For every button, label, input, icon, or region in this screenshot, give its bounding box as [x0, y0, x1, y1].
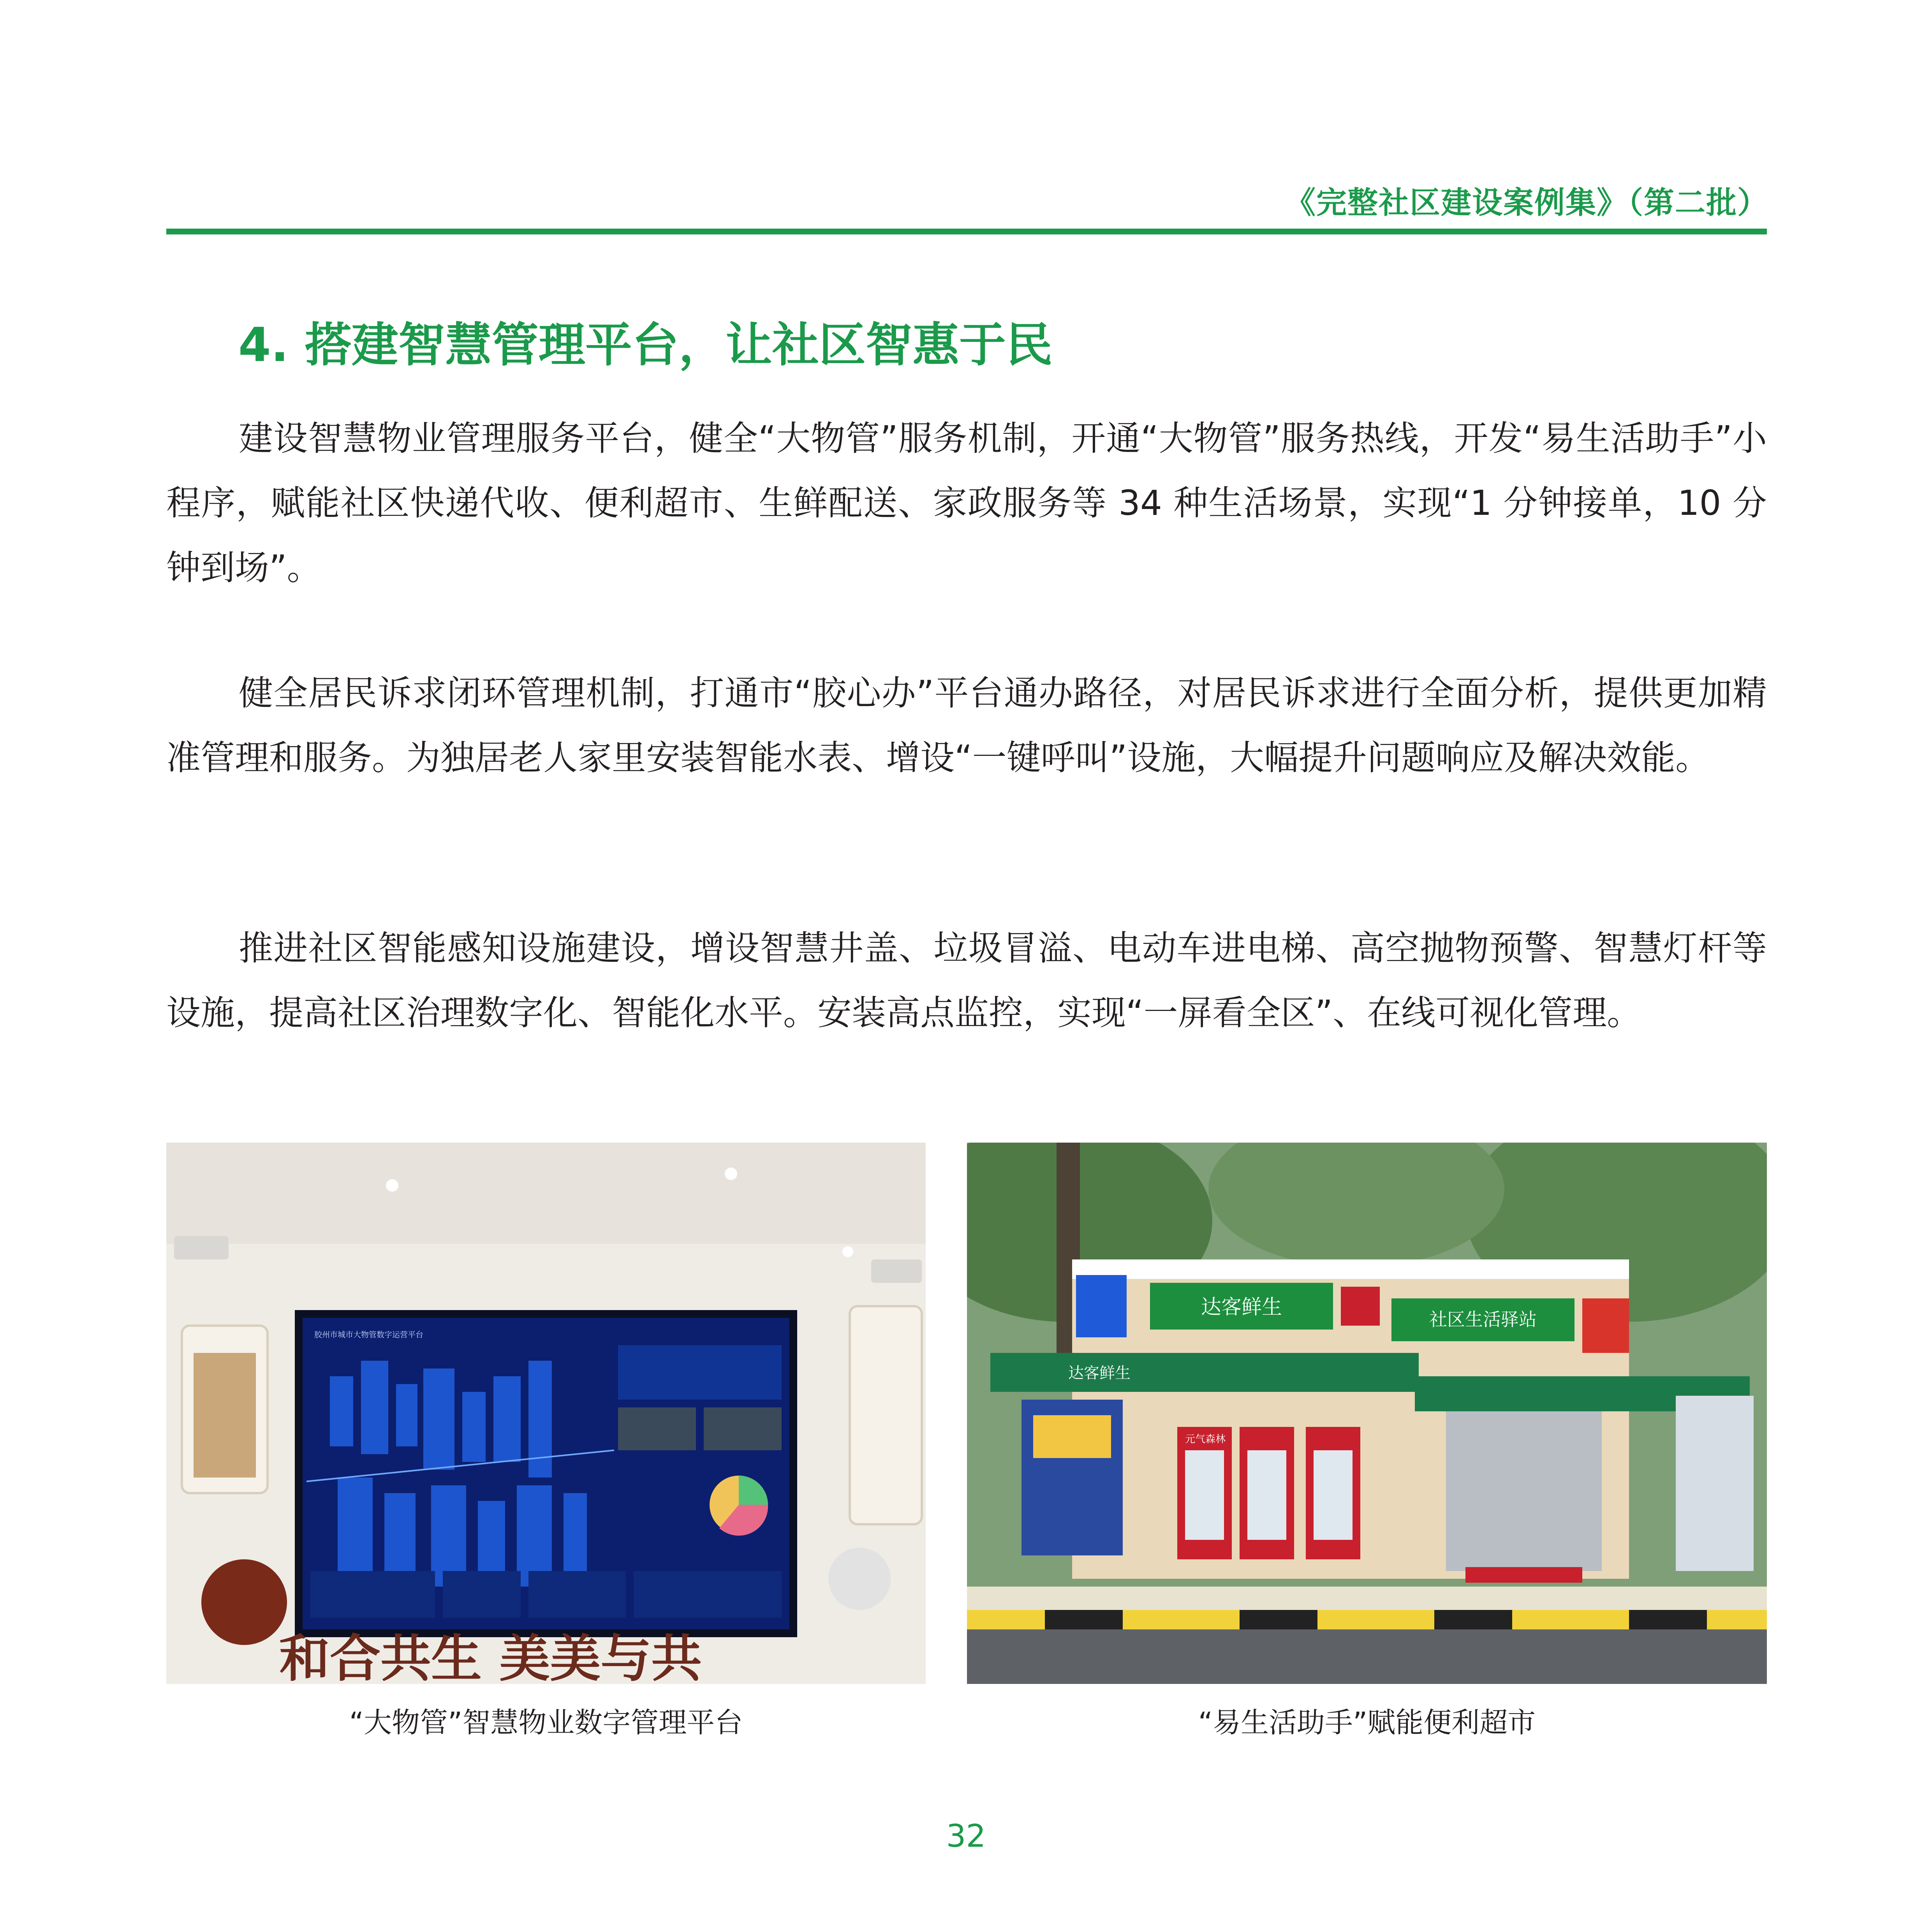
store-illustration: [967, 1143, 1767, 1684]
photo-management-platform: [166, 1143, 926, 1684]
paragraph-1: 建设智慧物业管理服务平台，健全“大物管”服务机制，开通“大物管”服务热线，开发“易生活助手”小程序，赋能社区快递代收、便利超市、生鲜配送、家政服务等 34 种生活场景，实现“1 分钟接单，10 分钟到场”。: [166, 418, 1767, 588]
wall-slogan: 和合共生 美美与共: [279, 1629, 702, 1684]
screen-title: 胶州市城市大物管数字运营平台: [314, 1330, 423, 1339]
paragraph-2: 健全居民诉求闭环管理机制，打通市“胶心办”平台通办路径，对居民诉求进行全面分析，提供更加精准管理和服务。为独居老人家里安装智能水表、增设“一键呼叫”设施，大幅提升问题响应及解决效能。: [166, 673, 1767, 778]
platform-screen-illustration: [166, 1143, 926, 1684]
store-sign-right: 社区生活驿站: [1429, 1309, 1537, 1330]
caption-right: “易生活助手”赋能便利超市: [1198, 1706, 1536, 1739]
page-number: 32: [946, 1818, 986, 1854]
store-sign-left: 达客鲜生: [1201, 1296, 1282, 1319]
paragraph-3: 推进社区智能感知设施建设，增设智慧井盖、垃圾冒溢、电动车进电梯、高空抛物预警、智慧灯杆等设施，提高社区治理数字化、智能化水平。安装高点监控，实现“一屏看全区”、在线可视化管理。: [166, 928, 1767, 1033]
header-rule: [166, 229, 1767, 234]
photo-convenience-store: [967, 1143, 1767, 1684]
running-header: 《完整社区建设案例集》（第二批）: [1285, 185, 1768, 220]
section-title: 4. 搭建智慧管理平台，让社区智惠于民: [238, 318, 1053, 372]
caption-left: “大物管”智慧物业数字管理平台: [349, 1706, 743, 1739]
awning-label: 达客鲜生: [1068, 1364, 1131, 1382]
fridge-label: 元气森林: [1185, 1434, 1226, 1445]
